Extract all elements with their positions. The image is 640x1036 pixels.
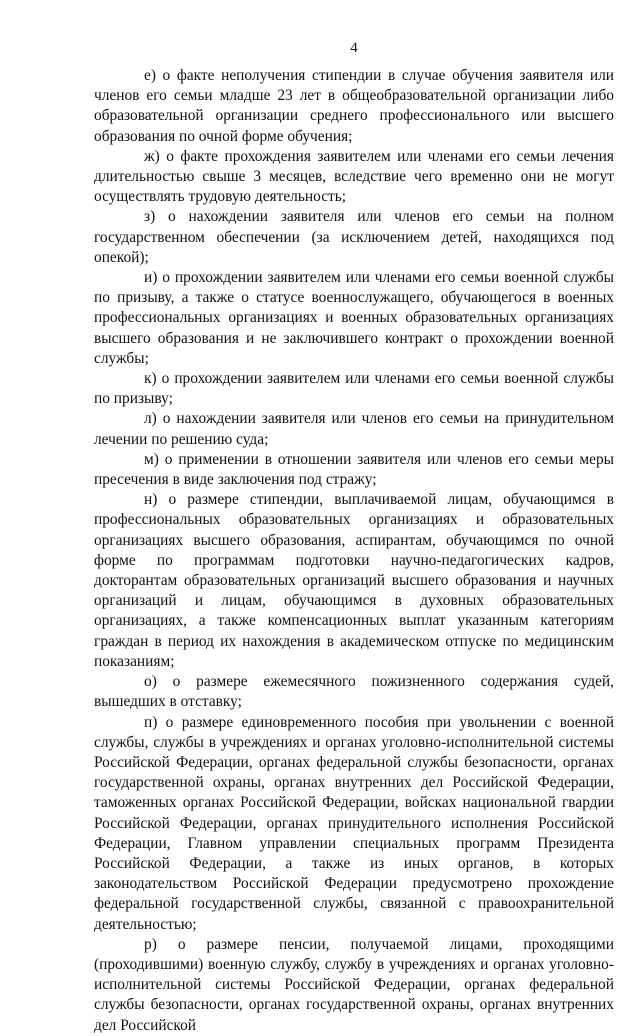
- paragraph-e: е) о факте неполучения стипендии в случае обучения заявителя или членов его семьи младше 23 лет в общеобразовательной организации либо образовательной организации среднего профессионального или высшего образования по очной форме обучения;: [94, 67, 614, 145]
- page-number: 4: [350, 40, 358, 56]
- paragraph-o: о) о размере ежемесячного пожизненного содержания судей, вышедших в отставку;: [94, 673, 614, 711]
- paragraph-n: н) о размере стипендии, выплачиваемой лицам, обучающимся в профессиональных образовательных организациях и образовательных организациях высшего образования, аспирантам, обучающимся по очной форме по программам подготовки научно-педагогических кадров, докторантам образовательных организаций высшего образования и научных организаций и лицам, обучающимся в духовных образовательных организациях, а также компенсационных выплат указанным категориям граждан в период их нахождения в академическом отпуске по медицинским показаниям;: [94, 491, 614, 670]
- paragraph-zh: ж) о факте прохождения заявителем или членами его семьи лечения длительностью свыше 3 месяцев, вследствие чего временно они не могут осуществлять трудовую деятельность;: [94, 147, 614, 206]
- paragraph-r: р) о размере пенсии, получаемой лицами, проходящими (проходившими) военную службу, службу в учреждениях и органах уголовно-исполнительной системы Российской Федерации, органах федеральной службы безопасности, органах государственной охраны, органах внутренних дел Российской: [94, 935, 614, 1034]
- paragraph-l: л) о нахождении заявителя или членов его семьи на принудительном лечении по решению суда;: [94, 410, 614, 448]
- paragraph-k: к) о прохождении заявителем или членами его семьи военной службы по призыву;: [94, 370, 614, 408]
- document-page: [94, 38, 614, 1036]
- paragraph-m: м) о применении в отношении заявителя или членов его семьи меры пресечения в виде заключения под стражу;: [94, 450, 614, 489]
- paragraph-i: и) о прохождении заявителем или членами его семьи военной службы по призыву, а также о статусе военнослужащего, обучающегося в военных профессиональных организациях и военных образовательных организациях высшего образования и не заключившего контракт о прохождении военной службы;: [94, 269, 614, 367]
- paragraph-p: п) о размере единовременного пособия при увольнении с военной службы, службы в учреждениях и органах уголовно-исполнительной системы Российской Федерации, органах федеральной службы безопасности, органах государственной охраны, органах внутренних дел Российской Федерации, таможенных органах Российской Федерации, войсках национальной гвардии Российской Федерации, органах принудительного исполнения Российской Федерации, Главном управлении специальных программ Президента Российской Федерации, а также из иных органов, в которых законодательством Российской Федерации предусмотрено прохождение федеральной государственной службы, связанной с правоохранительной деятельностью;: [94, 713, 614, 933]
- paragraph-z: з) о нахождении заявителя или членов его семьи на полном государственном обеспечении (за исключением детей, находящихся под опекой);: [94, 208, 614, 266]
